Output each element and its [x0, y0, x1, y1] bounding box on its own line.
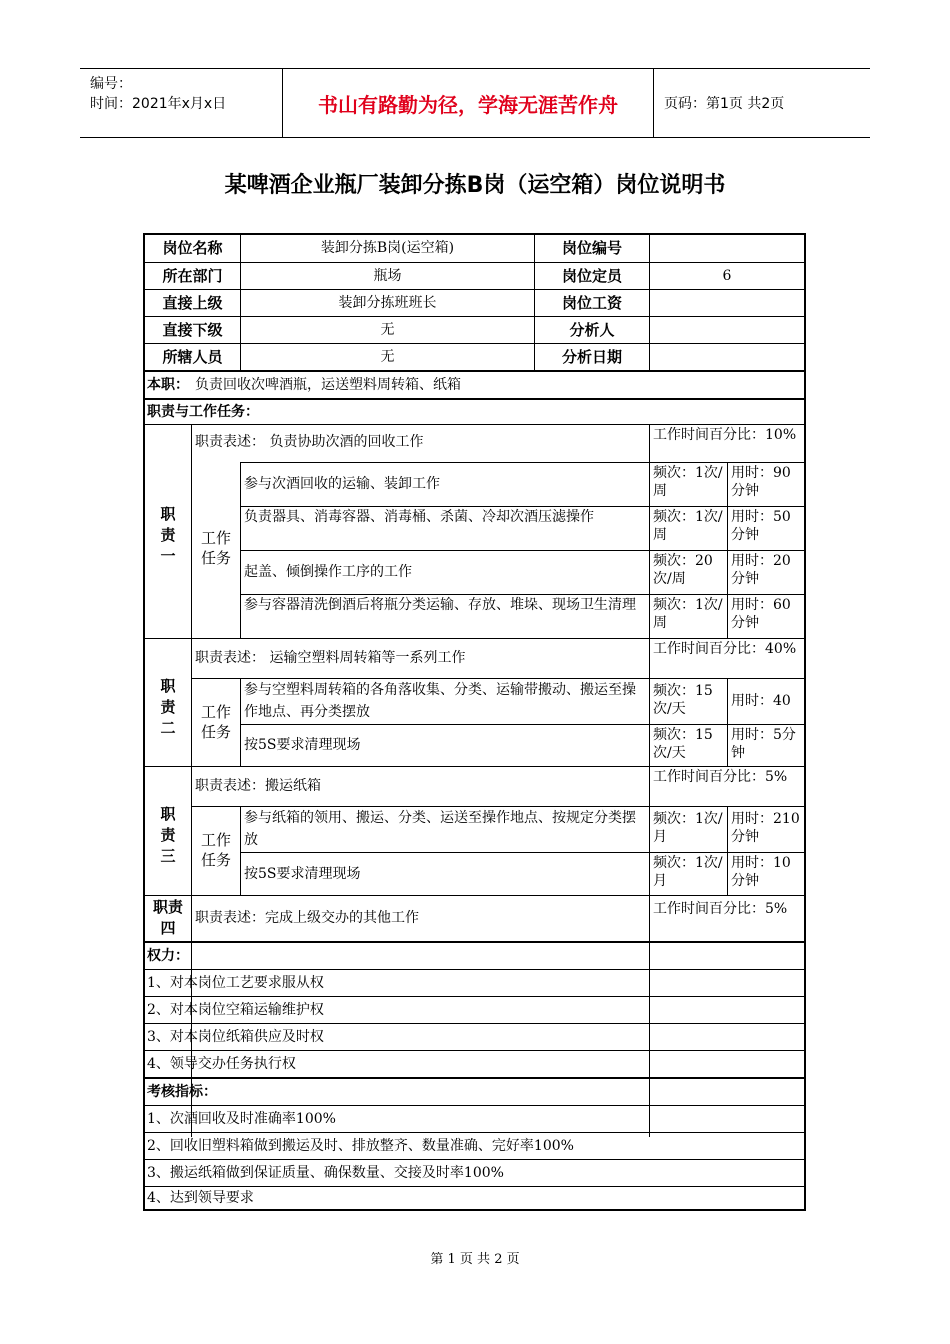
divider — [240, 235, 241, 370]
duty2-time-percent: 工作时间百分比：40% — [653, 641, 797, 657]
duty1-task-2-time: 用时：50分钟 — [731, 509, 791, 543]
power-item-1: 1、对本岗位工艺要求服从权 — [147, 975, 324, 991]
duty1-desc: 职责表述： 负责协助次酒的回收工作 — [195, 434, 424, 450]
analyst-value — [650, 317, 804, 343]
subordinate-label: 直接下级 — [162, 321, 223, 339]
subordinate-value: 无 — [380, 322, 395, 338]
doc-number-label: 编号： — [90, 76, 132, 92]
duty3-task-1-freq: 频次：1次/月 — [653, 811, 723, 845]
duty3-task-2-freq: 频次：1次/月 — [653, 855, 723, 889]
duty1-task-label: 工作任务 — [200, 529, 231, 567]
doc-date-label: 时间：2021年x月x日 — [90, 96, 227, 112]
post-no-label: 岗位编号 — [561, 239, 622, 257]
page-footer: 第 1 页 共 2 页 — [430, 1252, 520, 1267]
duty4-label: 职责四 — [152, 898, 183, 937]
divider — [145, 316, 804, 317]
duty4-desc: 职责表述：完成上级交办的其他工作 — [195, 910, 419, 926]
duty2-task-label: 工作任务 — [200, 703, 231, 741]
divider — [145, 343, 804, 344]
post-name-label: 岗位名称 — [162, 239, 223, 257]
kpi-item-1: 1、次酒回收及时准确率100% — [147, 1111, 336, 1127]
duty1-label: 职责一 — [160, 505, 176, 565]
post-no-value — [650, 235, 804, 262]
post-name-value: 装卸分拣B岗(运空箱) — [320, 240, 455, 256]
duty1-task-2: 负责器具、消毒容器、消毒桶、杀菌、冷却次酒压滤操作 — [244, 509, 594, 525]
duty3-time-percent: 工作时间百分比：5% — [653, 769, 788, 785]
duty1-task-1-time: 用时：90分钟 — [731, 465, 791, 499]
divider — [649, 235, 650, 370]
kpi-label: 考核指标： — [147, 1084, 217, 1100]
duty2-task-2-freq: 频次：15次/天 — [653, 727, 713, 761]
superior-label: 直接上级 — [162, 294, 223, 312]
document-title: 某啤酒企业瓶厂装卸分拣B岗（运空箱）岗位说明书 — [224, 173, 726, 198]
duty1-task-4-time: 用时：60分钟 — [731, 597, 791, 631]
superior-value: 装卸分拣班班长 — [338, 295, 437, 311]
page-header — [80, 68, 870, 138]
duty1-task-4-freq: 频次：1次/周 — [653, 597, 723, 631]
divider — [727, 462, 728, 638]
power-item-2: 2、对本岗位空箱运输维护权 — [147, 1002, 324, 1018]
duty1-task-3-time: 用时：20分钟 — [731, 553, 791, 587]
duty1-time-percent: 工作时间百分比：10% — [653, 427, 797, 443]
duty2-task-2-time: 用时：5分钟 — [731, 727, 796, 761]
duties-section-label: 职责与工作任务： — [147, 404, 259, 420]
salary-label: 岗位工资 — [561, 294, 622, 312]
duty2-desc: 职责表述： 运输空塑料周转箱等一系列工作 — [195, 650, 466, 666]
duty4-time-percent: 工作时间百分比：5% — [653, 901, 788, 917]
divider — [145, 289, 804, 290]
duty2-task-2: 按5S要求清理现场 — [244, 737, 361, 753]
duty3-task-1-time: 用时：210分钟 — [731, 811, 800, 845]
duty1-task-4: 参与容器清洗倒酒后将瓶分类运输、存放、堆垛、现场卫生清理 — [244, 597, 636, 613]
analyst-label: 分析人 — [569, 321, 615, 339]
job-description-table — [143, 233, 806, 1211]
dept-value: 瓶场 — [373, 268, 402, 284]
duty1-task-1-freq: 频次：1次/周 — [653, 465, 723, 499]
kpi-item-2: 2、回收旧塑料箱做到搬运及时、排放整齐、数量准确、完好率100% — [147, 1138, 574, 1154]
divider — [727, 678, 728, 766]
managed-value: 无 — [380, 349, 395, 365]
main-duty-text: 负责回收次啤酒瓶，运送塑料周转箱、纸箱 — [195, 377, 461, 393]
kpi-item-3: 3、搬运纸箱做到保证质量、确保数量、交接及时率100% — [147, 1165, 504, 1181]
header-meta — [80, 69, 283, 137]
divider — [145, 262, 804, 263]
duty1-task-2-freq: 频次：1次/周 — [653, 509, 723, 543]
duty3-task-2: 按5S要求清理现场 — [244, 866, 361, 882]
duty3-label: 职责三 — [160, 805, 176, 865]
analysis-date-value — [650, 344, 804, 370]
duty2-task-1-freq: 频次：15次/天 — [653, 683, 713, 717]
quota-label: 岗位定员 — [561, 267, 622, 285]
power-item-3: 3、对本岗位纸箱供应及时权 — [147, 1029, 324, 1045]
duty3-task-2-time: 用时：10分钟 — [731, 855, 791, 889]
duty3-task-label: 工作任务 — [200, 831, 231, 869]
powers-label: 权力： — [147, 948, 189, 964]
managed-label: 所辖人员 — [162, 348, 223, 366]
dept-label: 所在部门 — [162, 267, 223, 285]
duty1-task-3-freq: 频次：20次/周 — [653, 553, 713, 587]
main-duty-label: 本职： — [147, 377, 189, 393]
kpi-item-4: 4、达到领导要求 — [147, 1190, 254, 1206]
power-item-4: 4、领导交办任务执行权 — [147, 1056, 296, 1072]
duty3-task-1: 参与纸箱的领用、搬运、分类、运送至操作地点、按规定分类摆放 — [244, 810, 636, 848]
duty1-task-3: 起盖、倾倒操作工序的工作 — [244, 564, 412, 580]
divider — [534, 235, 535, 370]
analysis-date-label: 分析日期 — [561, 348, 622, 366]
header-page-info: 页码：第1页 共2页 — [664, 96, 785, 112]
duty2-label: 职责二 — [160, 677, 176, 737]
main-duty-row — [147, 372, 802, 398]
duty1-task-1: 参与次酒回收的运输、装卸工作 — [244, 476, 440, 492]
duty3-desc: 职责表述：搬运纸箱 — [195, 778, 321, 794]
salary-value — [650, 290, 804, 316]
duty2-task-1-time: 用时：40 — [731, 693, 791, 709]
divider — [727, 806, 728, 895]
header-motto: 书山有路勤为径，学海无涯苦作舟 — [283, 69, 654, 137]
duty2-task-1: 参与空塑料周转箱的各角落收集、分类、运输带搬动、搬运至操作地点、再分类摆放 — [244, 682, 636, 720]
quota-value: 6 — [722, 268, 732, 284]
